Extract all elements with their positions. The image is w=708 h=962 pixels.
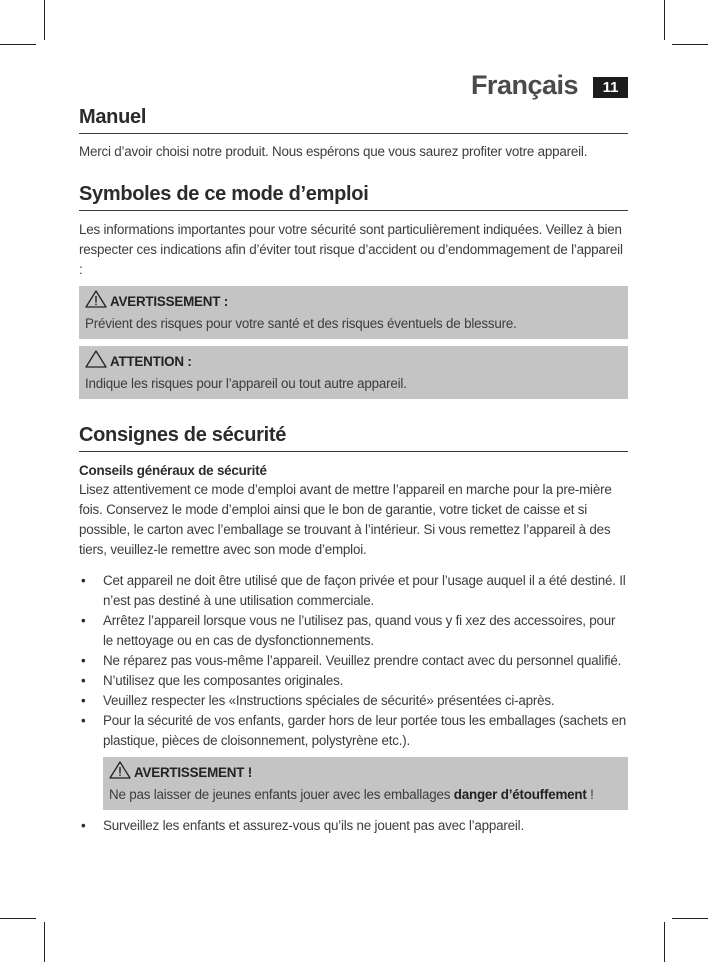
warning-triangle-icon bbox=[109, 761, 131, 785]
warning-box bbox=[79, 286, 628, 339]
safety-bullet-list-end bbox=[79, 816, 628, 836]
crop-mark bbox=[44, 922, 45, 962]
list-item: • Veuillez respecter les «Instructions spéciales de sécurité» présentées ci-après. bbox=[81, 693, 555, 708]
inner-warning-title: AVERTISSEMENT ! bbox=[134, 765, 253, 780]
crop-mark bbox=[0, 918, 36, 919]
section-title-manuel: Manuel bbox=[79, 106, 628, 134]
inner-warning-box bbox=[103, 757, 628, 810]
crop-mark bbox=[664, 0, 665, 40]
safety-bullet-list bbox=[79, 571, 628, 751]
crop-mark bbox=[672, 918, 708, 919]
warning-box-title: AVERTISSEMENT : bbox=[110, 294, 229, 309]
list-item: • Arrêtez l’appareil lorsque vous ne l’utilisez pas, quand vous y fi xez des accessoires, pour le nettoyage ou en cas de dysfonctionnements. bbox=[81, 613, 616, 648]
attention-box-title: ATTENTION : bbox=[110, 354, 192, 369]
page-language-title: Français bbox=[470, 70, 578, 100]
page-content bbox=[79, 106, 628, 836]
warning-triangle-icon bbox=[85, 350, 107, 374]
intro-text: Merci d’avoir choisi notre produit. Nous espérons que vous saurez profiter votre appareil. bbox=[79, 144, 588, 159]
crop-mark bbox=[672, 44, 708, 45]
warning-triangle-icon bbox=[85, 290, 107, 314]
warning-box-text: Prévient des risques pour votre santé et des risques éventuels de blessure. bbox=[85, 316, 517, 331]
list-item: • N’utilisez que les composantes originales. bbox=[81, 673, 344, 688]
general-safety-text: Lisez attentivement ce mode d’emploi avant de mettre l’appareil en marche pour la pre-mière fois. Conservez le mode d’emploi ainsi que le bon de garantie, votre ticket de caisse et si possible, le carton avec l’emballage se trouvant à l’intérieur. Si vous remettez l’appareil à des tiers, veuillez-le remettre avec son mode d’emploi. bbox=[79, 482, 612, 557]
symboles-text: Les informations importantes pour votre sécurité sont particulièrement indiquées. Veillez à bien respecter ces indications afin d’éviter tout risque d’accident ou d’endommagement de l’appareil : bbox=[79, 222, 623, 277]
list-item: • Pour la sécurité de vos enfants, garder hors de leur portée tous les emballages (sachets en plastique, pièces de cloisonnement, polystyrène etc.). bbox=[81, 713, 626, 748]
subsection-title: Conseils généraux de sécurité bbox=[79, 463, 267, 478]
page-number: 11 bbox=[593, 77, 628, 98]
crop-mark bbox=[664, 922, 665, 962]
list-item: • Cet appareil ne doit être utilisé que de façon privée et pour l’usage auquel il a été destiné. Il n’est pas destiné à une utilisation commerciale. bbox=[81, 573, 626, 608]
attention-box bbox=[79, 346, 628, 399]
attention-box-text: Indique les risques pour l’appareil ou tout autre appareil. bbox=[85, 376, 407, 391]
section-title-symboles: Symboles de ce mode d’emploi bbox=[79, 183, 628, 211]
inner-warning-text: Ne pas laisser de jeunes enfants jouer avec les emballages danger d’étouffement ! bbox=[109, 787, 594, 802]
section-title-consignes: Consignes de sécurité bbox=[79, 424, 628, 452]
inner-warning-emphasis: danger d’étouffement bbox=[453, 787, 587, 802]
list-item: • Ne réparez pas vous-même l’appareil. Veuillez prendre contact avec du personnel qualifié. bbox=[81, 653, 622, 668]
list-item: • Surveillez les enfants et assurez-vous qu’ils ne jouent pas avec l’appareil. bbox=[81, 818, 524, 833]
crop-mark bbox=[0, 44, 36, 45]
crop-mark bbox=[44, 0, 45, 40]
